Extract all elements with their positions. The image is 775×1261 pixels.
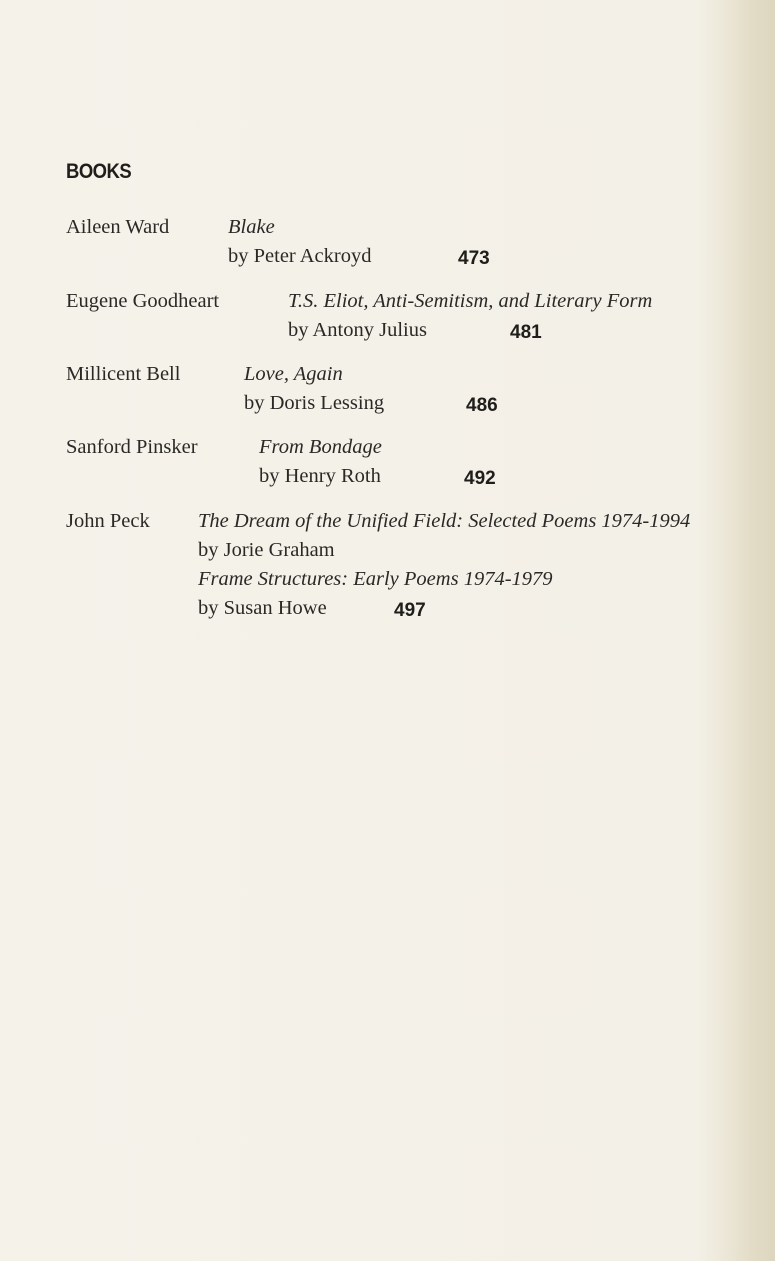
page-number[interactable]: 486 (466, 395, 498, 416)
book-author: by Susan Howe (198, 597, 327, 619)
book-block (244, 360, 498, 418)
book-block (259, 433, 496, 491)
reviewer-name: Aileen Ward (66, 216, 170, 238)
page-number[interactable]: 492 (464, 468, 496, 489)
reviewer-name: Eugene Goodheart (66, 290, 220, 312)
book-block (228, 213, 490, 271)
book-title: Love, Again (244, 363, 343, 385)
section-heading: BOOKS (66, 160, 132, 183)
book-title: From Bondage (259, 436, 382, 458)
book-title: The Dream of the Unified Field: Selected Poems 1974-1994 (198, 510, 691, 532)
book-title: Blake (228, 216, 275, 238)
book-title: Frame Structures: Early Poems 1974-1979 (198, 568, 553, 590)
page-number[interactable]: 481 (510, 322, 542, 343)
book-author: by Henry Roth (259, 465, 381, 487)
book-block (198, 507, 690, 623)
book-author: by Doris Lessing (244, 392, 385, 414)
book-author: by Antony Julius (288, 319, 427, 341)
reviewer-name: Millicent Bell (66, 363, 181, 385)
page-number[interactable]: 497 (394, 600, 426, 621)
book-title: T.S. Eliot, Anti-Semitism, and Literary Form (288, 290, 653, 312)
reviewer-name: Sanford Pinsker (66, 436, 198, 458)
page-number[interactable]: 473 (458, 248, 490, 269)
reviewer-name: John Peck (66, 510, 150, 532)
book-author: by Peter Ackroyd (228, 245, 372, 267)
book-author: by Jorie Graham (198, 539, 335, 561)
book-block (288, 287, 652, 345)
